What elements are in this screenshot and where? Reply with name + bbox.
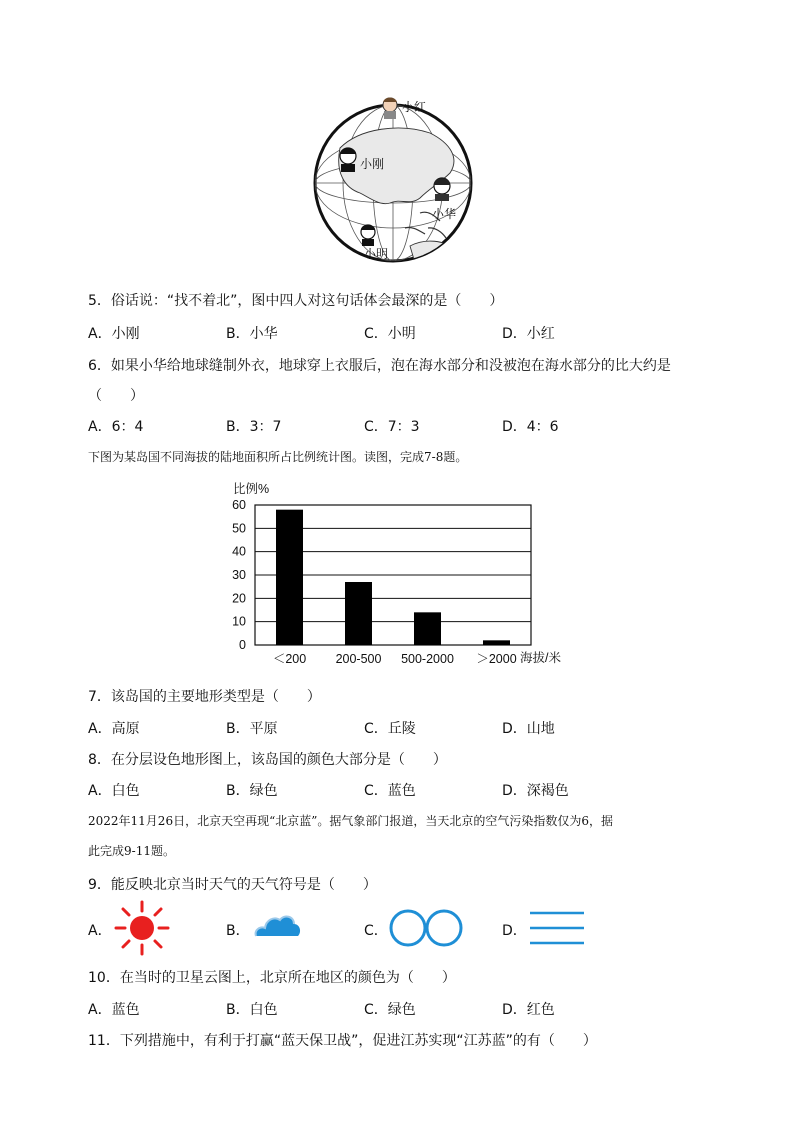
intro-9-11-line1: 2022年11月26日，北京天空再现“北京蓝”。据气象部门报道，当天北京的空气污染指数仅为6，据: [88, 814, 613, 828]
y-tick-label: 30: [232, 568, 246, 582]
y-tick-label: 10: [232, 614, 246, 629]
x-axis-label: 海拔/米: [520, 651, 561, 665]
q9-option-b[interactable]: B．: [226, 923, 250, 939]
australia-landmass: [410, 241, 455, 263]
question-8: 8．在分层设色地形图上，该岛国的颜色大部分是（ ）: [88, 752, 447, 768]
q9-option-d[interactable]: D．: [502, 923, 527, 939]
question-11: 11．下列措施中，有利于打赢“蓝天保卫战”，促进江苏实现“江苏蓝”的有（ ）: [88, 1033, 597, 1049]
elevation-bar-chart: [225, 478, 575, 668]
q10-option-d[interactable]: D．红色: [502, 1002, 555, 1018]
x-tick-label: ＞2000: [476, 652, 517, 666]
question-5: 5．俗话说：“找不着北”，图中四人对这句话体会最深的是（ ）: [88, 293, 504, 309]
q7-option-a[interactable]: A．高原: [88, 721, 140, 737]
person-xiaohong: [383, 98, 397, 120]
label-xiaohua: 小华: [432, 207, 457, 221]
q7-option-b[interactable]: B．平原: [226, 721, 278, 737]
question-6-paren: （ ）: [88, 388, 144, 404]
q10-option-a[interactable]: A．蓝色: [88, 1002, 140, 1018]
person-xiaohua: [434, 178, 450, 201]
y-tick-label: 50: [232, 521, 246, 536]
q6-option-a[interactable]: A．6：4: [88, 419, 144, 435]
globe-illustration: [300, 88, 490, 273]
x-tick-label: 200-500: [335, 652, 382, 666]
q5-option-a[interactable]: A．小刚: [88, 326, 140, 342]
y-tick-label: 60: [232, 498, 246, 512]
q9-option-c[interactable]: C．: [364, 923, 388, 939]
x-tick-label: ＜200: [272, 652, 307, 666]
y-tick-label: 0: [239, 638, 246, 652]
sun-icon[interactable]: [113, 899, 171, 957]
question-7: 7．该岛国的主要地形类型是（ ）: [88, 689, 321, 705]
bar: [345, 582, 372, 645]
question-10: 10．在当时的卫星云图上，北京所在地区的颜色为（ ）: [88, 970, 456, 986]
y-tick-label: 20: [232, 591, 246, 606]
question-6: 6．如果小华给地球缝制外衣，地球穿上衣服后，泡在海水部分和没被泡在海水部分的比大约是: [88, 358, 671, 374]
q5-option-c[interactable]: C．小明: [364, 326, 416, 342]
person-xiaoming: [361, 225, 375, 246]
q6-option-c[interactable]: C．7：3: [364, 419, 420, 435]
bar: [276, 510, 303, 645]
cloud-icon[interactable]: [252, 908, 302, 940]
label-xiaoming: 小明: [364, 247, 389, 261]
intro-7-8: 下图为某岛国不同海拔的陆地面积所占比例统计图。读图，完成7-8题。: [88, 450, 468, 464]
q6-option-b[interactable]: B．3：7: [226, 419, 282, 435]
haze-lines-icon[interactable]: [530, 910, 584, 946]
question-9: 9．能反映北京当时天气的天气符号是（ ）: [88, 877, 377, 893]
q6-option-d[interactable]: D．4：6: [502, 419, 559, 435]
bar: [414, 612, 441, 645]
y-tick-label: 40: [232, 544, 246, 559]
q8-option-c[interactable]: C．蓝色: [364, 783, 416, 799]
q5-option-b[interactable]: B．小华: [226, 326, 278, 342]
q10-option-b[interactable]: B．白色: [226, 1002, 278, 1018]
q7-option-d[interactable]: D．山地: [502, 721, 555, 737]
q8-option-a[interactable]: A．白色: [88, 783, 140, 799]
person-xiaogang: [340, 148, 356, 172]
q5-option-d[interactable]: D．小红: [502, 326, 555, 342]
x-tick-label: 500-2000: [401, 652, 454, 666]
label-xiaohong: 小红: [402, 100, 427, 114]
y-axis-label: 比例%: [233, 482, 270, 496]
intro-9-11-line2: 此完成9-11题。: [88, 844, 175, 858]
q7-option-c[interactable]: C．丘陵: [364, 721, 416, 737]
q8-option-b[interactable]: B．绿色: [226, 783, 278, 799]
bar: [483, 640, 510, 645]
label-xiaogang: 小刚: [360, 157, 385, 171]
fog-rings-icon[interactable]: [388, 908, 464, 948]
q8-option-d[interactable]: D．深褐色: [502, 783, 569, 799]
q9-option-a[interactable]: A．: [88, 923, 112, 939]
q10-option-c[interactable]: C．绿色: [364, 1002, 416, 1018]
